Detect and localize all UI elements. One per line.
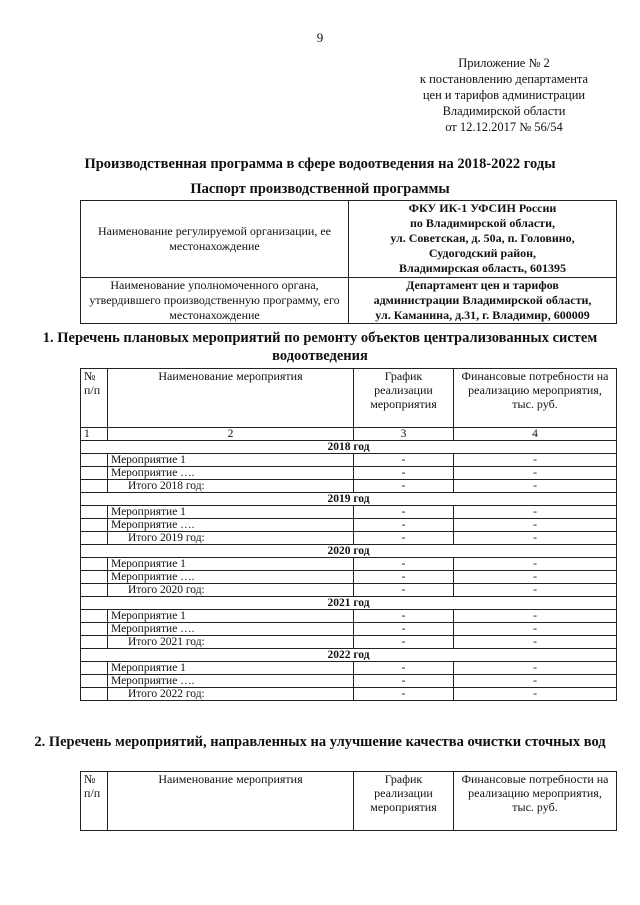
- year-row: [81, 441, 617, 454]
- passport-value-line: ул. Каманина, д.31, г. Владимир, 600009: [375, 308, 590, 322]
- header-name: Наименование мероприятия: [108, 369, 354, 428]
- num-cell: [81, 480, 108, 493]
- activity-name: Мероприятие 1: [108, 558, 354, 571]
- table-row: [81, 675, 617, 688]
- finance-cell: -: [454, 688, 617, 701]
- total-row: [81, 584, 617, 597]
- schedule-cell: -: [354, 571, 454, 584]
- total-row: [81, 532, 617, 545]
- table-row: [81, 610, 617, 623]
- header-num: № п/п: [81, 772, 108, 831]
- finance-cell: -: [454, 675, 617, 688]
- header-num: № п/п: [81, 369, 108, 428]
- appendix-line: Владимирской области: [442, 104, 566, 118]
- num-cell: [81, 506, 108, 519]
- passport-value-line: Владимирская область, 601395: [398, 261, 567, 275]
- finance-cell: -: [454, 467, 617, 480]
- col-number: 2: [108, 428, 354, 441]
- year-row: [81, 545, 617, 558]
- table-row: [81, 201, 617, 278]
- col-number: 4: [454, 428, 617, 441]
- schedule-cell: -: [354, 480, 454, 493]
- appendix-line: от 12.12.2017 № 56/54: [445, 120, 563, 134]
- activity-name: Мероприятие ….: [108, 675, 354, 688]
- plan-table-section1: [80, 368, 617, 701]
- num-cell: [81, 584, 108, 597]
- table-row: [81, 662, 617, 675]
- header-name: Наименование мероприятия: [108, 772, 354, 831]
- activity-name: Мероприятие 1: [108, 454, 354, 467]
- table-header-row: [81, 369, 617, 428]
- schedule-cell: -: [354, 454, 454, 467]
- table-row: [81, 623, 617, 636]
- appendix-line: к постановлению департамента: [419, 72, 589, 86]
- passport-org-value: [349, 201, 617, 278]
- total-label: Итого 2022 год:: [108, 688, 354, 701]
- finance-cell: -: [454, 532, 617, 545]
- activity-name: Мероприятие 1: [108, 662, 354, 675]
- total-label: Итого 2021 год:: [108, 636, 354, 649]
- passport-value-line: по Владимирской области,: [410, 216, 555, 230]
- activity-name: Мероприятие ….: [108, 519, 354, 532]
- activity-name: Мероприятие ….: [108, 571, 354, 584]
- finance-cell: -: [454, 584, 617, 597]
- col-number: 3: [354, 428, 454, 441]
- year-label: 2019 год: [81, 493, 617, 506]
- year-row: [81, 493, 617, 506]
- num-cell: [81, 688, 108, 701]
- schedule-cell: -: [354, 675, 454, 688]
- table-row: [81, 454, 617, 467]
- section2-title: 2. Перечень мероприятий, направленных на улучшение качества очистки сточных вод: [34, 734, 606, 750]
- table-row: [81, 519, 617, 532]
- finance-cell: -: [454, 480, 617, 493]
- year-label: 2018 год: [81, 441, 617, 454]
- finance-cell: -: [454, 623, 617, 636]
- passport-authority-label: Наименование уполномоченного органа, утвердившего производственную программу, его местонахождение: [81, 278, 349, 324]
- total-row: [81, 480, 617, 493]
- passport-value-line: Судогодский район,: [428, 246, 537, 260]
- schedule-cell: -: [354, 519, 454, 532]
- total-label: Итого 2018 год:: [108, 480, 354, 493]
- passport-value-line: ул. Советская, д. 50а, п. Головино,: [390, 231, 575, 245]
- year-label: 2021 год: [81, 597, 617, 610]
- finance-cell: -: [454, 662, 617, 675]
- table-row: [81, 278, 617, 324]
- table-row: [81, 506, 617, 519]
- header-schedule: График реализации мероприятия: [354, 772, 454, 831]
- passport-table: [80, 200, 617, 324]
- schedule-cell: -: [354, 532, 454, 545]
- num-cell: [81, 558, 108, 571]
- schedule-cell: -: [354, 506, 454, 519]
- document-title: Производственная программа в сфере водоотведения на 2018-2022 годы: [84, 156, 556, 172]
- finance-cell: -: [454, 610, 617, 623]
- passport-value-line: ФКУ ИК-1 УФСИН России: [408, 201, 557, 215]
- total-label: Итого 2020 год:: [108, 584, 354, 597]
- num-cell: [81, 519, 108, 532]
- schedule-cell: -: [354, 636, 454, 649]
- appendix-line: Приложение № 2: [458, 56, 550, 70]
- finance-cell: -: [454, 558, 617, 571]
- finance-cell: -: [454, 571, 617, 584]
- appendix-block: [398, 55, 610, 135]
- column-number-row: [81, 428, 617, 441]
- schedule-cell: -: [354, 662, 454, 675]
- schedule-cell: -: [354, 610, 454, 623]
- passport-authority-value: [349, 278, 617, 324]
- year-label: 2022 год: [81, 649, 617, 662]
- num-cell: [81, 636, 108, 649]
- num-cell: [81, 454, 108, 467]
- num-cell: [81, 623, 108, 636]
- appendix-line: цен и тарифов администрации: [422, 88, 586, 102]
- finance-cell: -: [454, 506, 617, 519]
- finance-cell: -: [454, 454, 617, 467]
- num-cell: [81, 610, 108, 623]
- plan-table-section2: [80, 771, 617, 831]
- activity-name: Мероприятие ….: [108, 467, 354, 480]
- total-label: Итого 2019 год:: [108, 532, 354, 545]
- schedule-cell: -: [354, 467, 454, 480]
- page-number: 9: [316, 30, 324, 45]
- schedule-cell: -: [354, 558, 454, 571]
- activity-name: Мероприятие 1: [108, 610, 354, 623]
- year-row: [81, 597, 617, 610]
- num-cell: [81, 467, 108, 480]
- num-cell: [81, 571, 108, 584]
- finance-cell: -: [454, 636, 617, 649]
- col-number: 1: [81, 428, 108, 441]
- num-cell: [81, 662, 108, 675]
- schedule-cell: -: [354, 584, 454, 597]
- table-row: [81, 558, 617, 571]
- finance-cell: -: [454, 519, 617, 532]
- activity-name: Мероприятие 1: [108, 506, 354, 519]
- total-row: [81, 636, 617, 649]
- header-schedule: График реализации мероприятия: [354, 369, 454, 428]
- header-finance: Финансовые потребности на реализацию мероприятия, тыс. руб.: [454, 772, 617, 831]
- total-row: [81, 688, 617, 701]
- section1-title: 1. Перечень плановых мероприятий по ремонту объектов централизованных систем водоотведения: [42, 330, 598, 364]
- passport-org-label: Наименование регулируемой организации, ее местонахождение: [81, 201, 349, 278]
- header-finance: Финансовые потребности на реализацию мероприятия, тыс. руб.: [454, 369, 617, 428]
- table-row: [81, 467, 617, 480]
- table-row: [81, 571, 617, 584]
- num-cell: [81, 675, 108, 688]
- passport-value-line: администрации Владимирской области,: [373, 293, 592, 307]
- num-cell: [81, 532, 108, 545]
- schedule-cell: -: [354, 688, 454, 701]
- year-row: [81, 649, 617, 662]
- activity-name: Мероприятие ….: [108, 623, 354, 636]
- table-header-row: [81, 772, 617, 831]
- passport-value-line: Департамент цен и тарифов: [406, 278, 559, 292]
- schedule-cell: -: [354, 623, 454, 636]
- year-label: 2020 год: [81, 545, 617, 558]
- passport-title: Паспорт производственной программы: [190, 181, 450, 197]
